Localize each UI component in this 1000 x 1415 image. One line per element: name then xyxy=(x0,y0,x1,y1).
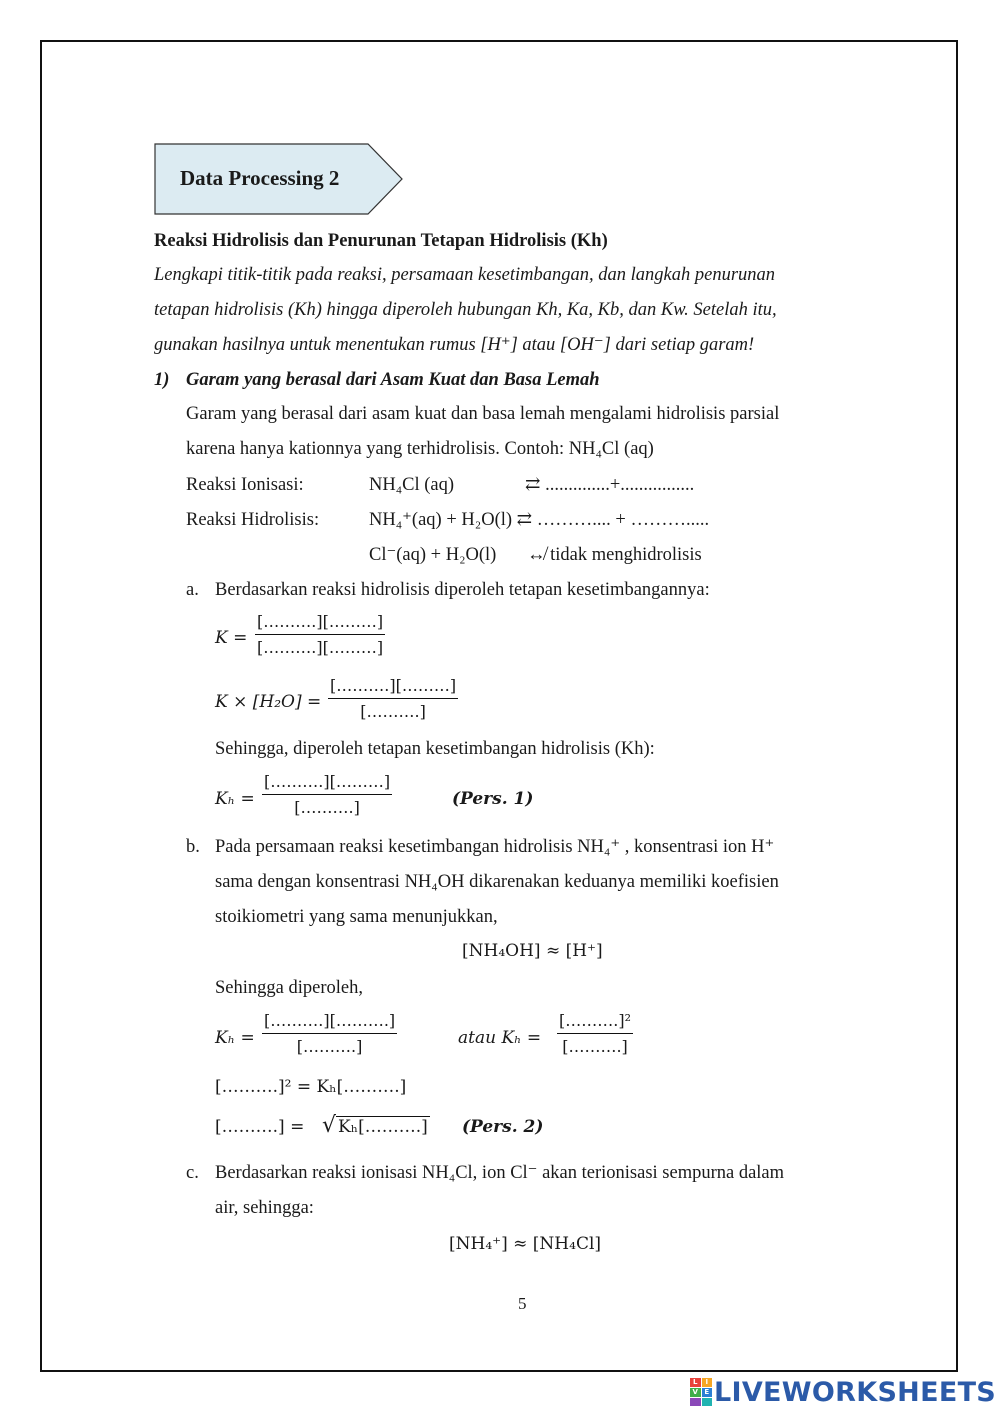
page-number: 5 xyxy=(518,1294,527,1313)
hidrolisis-label: Reaksi Hidrolisis: xyxy=(186,510,320,530)
instruction-line-2: tetapan hidrolisis (Kh) hingga diperoleh hubungan Kh, Ka, Kb, dan Kw. Setelah itu, xyxy=(154,300,777,320)
ionisasi-products: ⇄ ..............+................ xyxy=(525,475,695,495)
part-c-approx: [NH₄⁺] ≈ [NH₄Cl] xyxy=(449,1234,602,1254)
item-desc-2: karena hanya kationnya yang terhidrolisis. Contoh: NH₄Cl (aq) xyxy=(186,439,654,459)
eq4-lhs: Kₕ = xyxy=(215,1028,255,1048)
logo-mark-icon xyxy=(690,1378,712,1406)
part-b-letter: b. xyxy=(186,837,200,857)
eq4-denominator: [……….] xyxy=(296,1037,363,1057)
instruction-line-1: Lengkapi titik-titik pada reaksi, persamaan kesetimbangan, dan langkah penurunan xyxy=(154,265,776,285)
part-a-sehingga: Sehingga, diperoleh tetapan kesetimbangan hidrolisis (Kh): xyxy=(215,739,655,759)
eq3-tag: (Pers. 1) xyxy=(452,789,534,809)
eq3-denominator: [……….] xyxy=(294,798,360,818)
eq2-lhs: K × [H₂O] = xyxy=(215,692,322,712)
eq7-tag: (Pers. 2) xyxy=(462,1117,544,1137)
part-b-line-3: stoikiometri yang sama menunjukkan, xyxy=(215,907,498,927)
eq4-numerator: [……….][……….] xyxy=(264,1011,396,1030)
logo-mark-cell: V xyxy=(690,1388,701,1397)
logo-mark-cell: I xyxy=(702,1378,713,1387)
eq5-numerator: [……….]² xyxy=(559,1011,631,1030)
part-b-line-2: sama dengan konsentrasi NH₄OH dikarenakan keduanya memiliki koefisien xyxy=(215,872,779,892)
fraction-bar xyxy=(255,634,385,635)
logo-text: LIVEWORKSHEETS xyxy=(714,1376,997,1408)
part-b-sehingga: Sehingga diperoleh, xyxy=(215,978,363,998)
eq1-fraction xyxy=(255,612,385,658)
section-title: Reaksi Hidrolisis dan Penurunan Tetapan Hidrolisis (Kh) xyxy=(154,231,608,251)
eq2-fraction xyxy=(328,676,458,722)
eq7-radicand: Kₕ[……….] xyxy=(338,1117,428,1137)
item-title: Garam yang berasal dari Asam Kuat dan Basa Lemah xyxy=(186,370,600,390)
hidrolisis-equation: NH₄⁺(aq) + H₂O(l) ⇄ ……….... + ………..... xyxy=(369,510,710,530)
eq5-denominator: [……….] xyxy=(562,1037,628,1057)
eq3-fraction xyxy=(262,772,392,818)
logo-mark-cell: E xyxy=(702,1388,713,1397)
eq7-radical xyxy=(322,1113,430,1138)
eq2-numerator: [……….][………] xyxy=(330,676,457,695)
liveworksheets-logo[interactable] xyxy=(690,1374,996,1410)
part-b-line-1: Pada persamaan reaksi kesetimbangan hidrolisis NH₄⁺ , konsentrasi ion H⁺ xyxy=(215,837,775,857)
eq2-denominator: [……….] xyxy=(360,702,426,722)
eq7-lhs: [……….] = xyxy=(215,1117,305,1137)
eq1-denominator: [……….][………] xyxy=(257,638,384,658)
fraction-bar xyxy=(262,794,392,795)
hidrolisis-cl-result: ↮ tidak menghidrolisis xyxy=(527,545,702,565)
fraction-bar xyxy=(262,1033,397,1034)
ionisasi-label: Reaksi Ionisasi: xyxy=(186,475,304,495)
eq3-lhs: Kₕ = xyxy=(215,789,255,809)
eq5-lhs: atau Kₕ = xyxy=(458,1028,542,1048)
part-b-approx: [NH₄OH] ≈ [H⁺] xyxy=(462,941,603,961)
eq5-fraction xyxy=(557,1011,633,1057)
part-c-line-1: Berdasarkan reaksi ionisasi NH₄Cl, ion Cl⁻ akan terionisasi sempurna dalam xyxy=(215,1163,785,1183)
part-c-line-2: air, sehingga: xyxy=(215,1198,314,1218)
eq3-numerator: [……….][………] xyxy=(264,772,391,791)
logo-mark-cell xyxy=(690,1398,701,1406)
logo-mark-cell xyxy=(702,1398,713,1406)
eq1-lhs: K = xyxy=(215,628,248,648)
eq1-numerator: [……….][………] xyxy=(257,612,384,631)
logo-mark-cell: L xyxy=(690,1378,701,1387)
banner-title: Data Processing 2 xyxy=(180,166,340,190)
eq4-fraction xyxy=(262,1011,397,1057)
hidrolisis-cl-reactant: Cl⁻(aq) + H₂O(l) xyxy=(369,545,497,565)
part-a-letter: a. xyxy=(186,580,199,600)
item-number: 1) xyxy=(154,370,170,390)
instruction-line-3: gunakan hasilnya untuk menentukan rumus [H⁺] atau [OH⁻] dari setiap garam! xyxy=(154,335,755,355)
eq6: [……….]² = Kₕ[……….] xyxy=(215,1077,407,1097)
ionisasi-reactant: NH₄Cl (aq) xyxy=(369,475,455,495)
fraction-bar xyxy=(557,1033,633,1034)
part-a-text: Berdasarkan reaksi hidrolisis diperoleh tetapan kesetimbangannya: xyxy=(215,580,710,600)
fraction-bar xyxy=(328,698,458,699)
sqrt-sign: √ xyxy=(322,1113,337,1138)
part-c-letter: c. xyxy=(186,1163,199,1183)
item-desc-1: Garam yang berasal dari asam kuat dan basa lemah mengalami hidrolisis parsial xyxy=(186,404,780,424)
